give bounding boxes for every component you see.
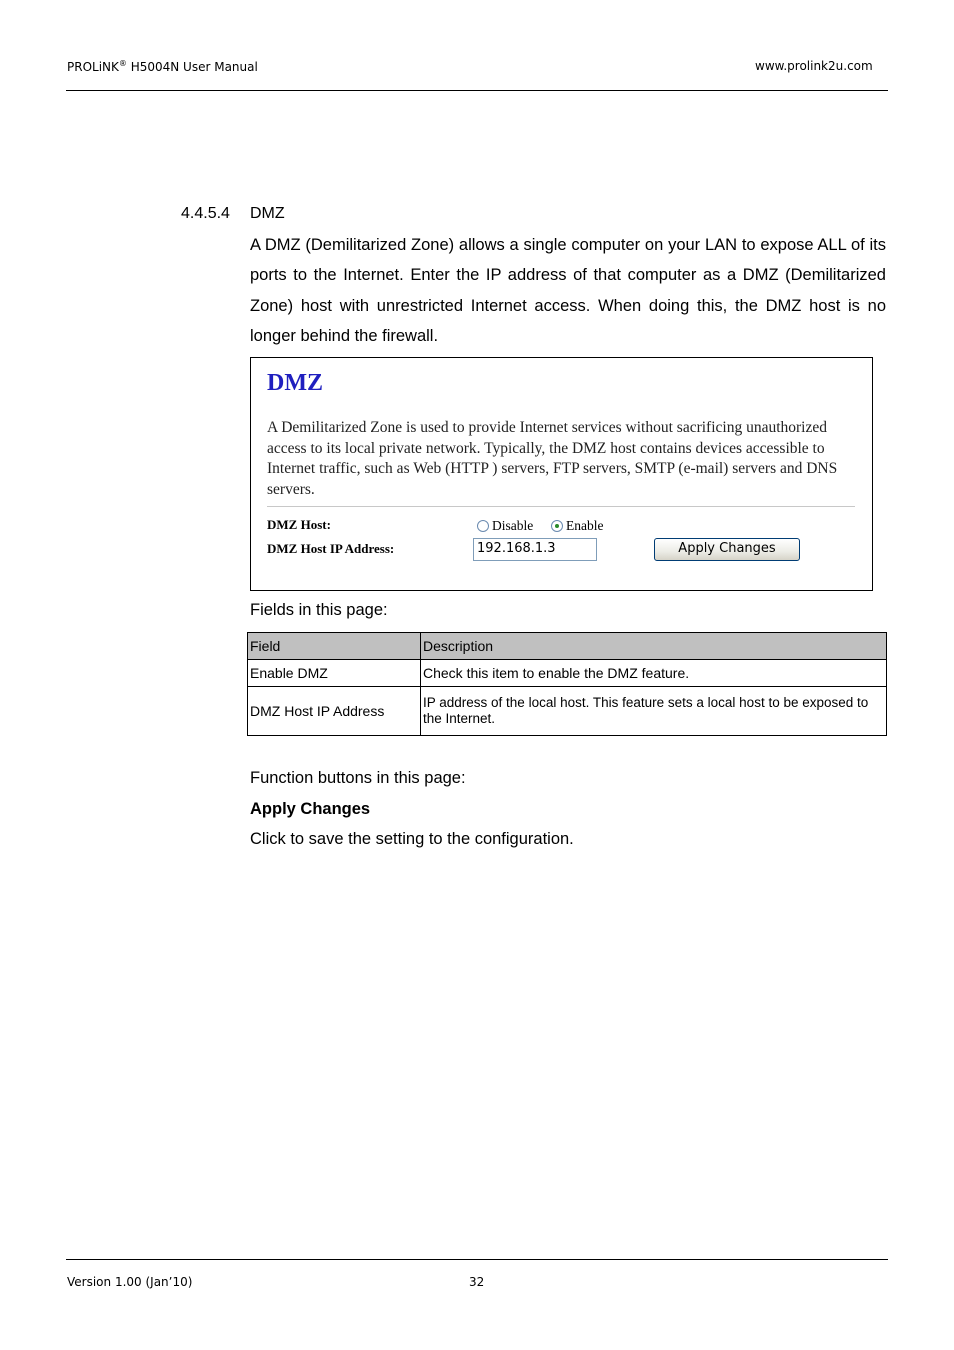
section-title: DMZ: [250, 205, 285, 222]
dmz-page-title: DMZ: [267, 370, 323, 396]
dmz-ip-input[interactable]: 192.168.1.3: [473, 538, 597, 561]
page-number: 32: [469, 1275, 485, 1289]
apply-changes-button[interactable]: Apply Changes: [654, 538, 800, 561]
table-header-field: Field: [248, 633, 421, 660]
enable-radio-label: Enable: [566, 518, 604, 533]
header-website: www.prolink2u.com: [755, 59, 873, 73]
dmz-ip-label: DMZ Host IP Address:: [267, 541, 395, 556]
footer-divider: [66, 1259, 888, 1260]
header-divider: [66, 90, 888, 91]
section-number: 4.4.5.4: [181, 205, 230, 222]
dmz-screenshot: [250, 357, 873, 591]
enable-radio-icon[interactable]: [551, 520, 563, 532]
table-header-description: Description: [421, 633, 887, 660]
function-button-description: Click to save the setting to the configuration.: [250, 830, 574, 848]
table-cell-field: Enable DMZ: [248, 660, 421, 687]
manual-title: H5004N User Manual: [126, 60, 258, 74]
registered-mark: ®: [118, 59, 127, 68]
disable-radio-option[interactable]: [477, 518, 533, 534]
disable-radio-icon[interactable]: [477, 520, 489, 532]
dmz-separator: [267, 506, 855, 507]
table-row: [248, 660, 887, 687]
table-row: [248, 687, 887, 736]
fields-caption: Fields in this page:: [250, 601, 388, 619]
function-button-name: Apply Changes: [250, 800, 371, 818]
table-cell-description: Check this item to enable the DMZ feature.: [421, 660, 887, 687]
table-cell-field: DMZ Host IP Address: [248, 687, 421, 736]
brand-name: PROLiNK: [67, 60, 119, 74]
table-cell-description: IP address of the local host. This feature sets a local host to be exposed to the Internet.: [421, 687, 887, 736]
dmz-host-label: DMZ Host:: [267, 517, 331, 532]
fields-table: [247, 632, 887, 736]
section-paragraph: A DMZ (Demilitarized Zone) allows a single computer on your LAN to expose ALL of its ports to the Internet. Enter the IP address of that computer as a DMZ (Demilitarized Zone) host with unrestricted Internet access. When doing this, the DMZ host is no longer behind the firewall.: [250, 236, 886, 345]
dmz-page-description: A Demilitarized Zone is used to provide Internet services without sacrificing unauthorized access to its local private network. Typically, the DMZ host contains devices accessible to Internet traffic, such as Web (HTTP ) servers, FTP servers, SMTP (e-mail) servers and DNS servers.: [267, 419, 838, 498]
header-manual-title: [67, 59, 258, 74]
function-buttons-caption: Function buttons in this page:: [250, 769, 466, 787]
footer-version: Version 1.00 (Jan’10): [67, 1275, 193, 1289]
enable-radio-option[interactable]: [551, 518, 603, 534]
disable-radio-label: Disable: [492, 518, 534, 533]
table-header-row: [248, 633, 887, 660]
